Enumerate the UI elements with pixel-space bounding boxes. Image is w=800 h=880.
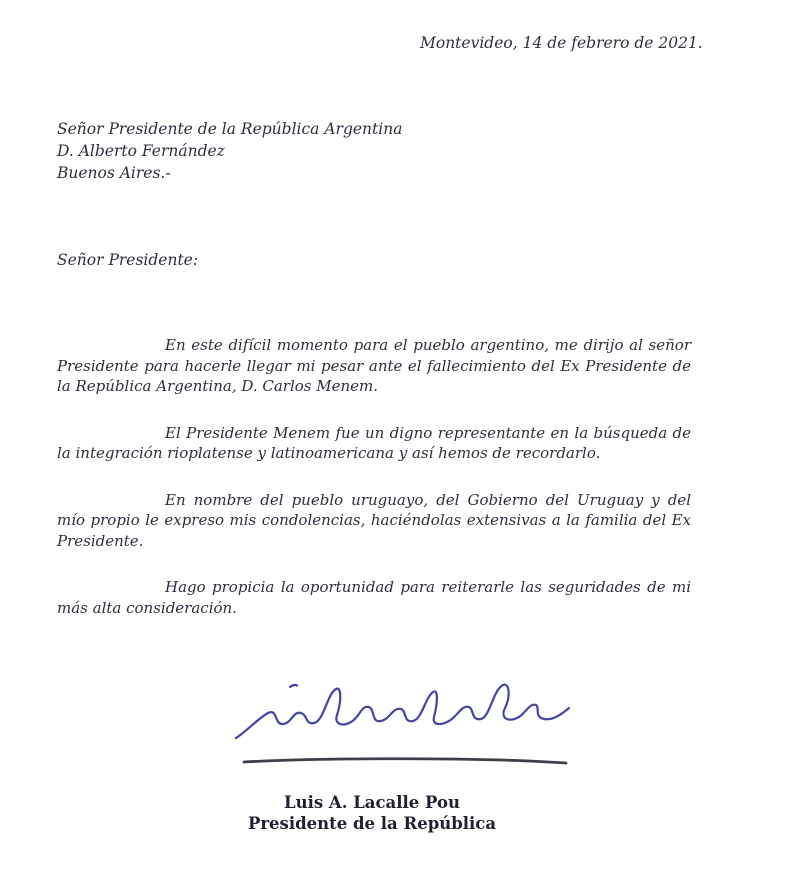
- signer-name: Luis A. Lacalle Pou: [284, 793, 460, 812]
- recipient-line-city: Buenos Aires.-: [57, 164, 171, 182]
- recipient-line-office: Señor Presidente de la República Argentina: [57, 120, 403, 138]
- paragraph-1: En este difícil momento para el pueblo argentino, me dirijo al señor Presidente para hacerle llegar mi pesar ante el fallecimiento del Ex Presidente de la República Argentina, D. Carlos Menem.: [57, 336, 691, 395]
- signer-title: Presidente de la República: [247, 814, 497, 833]
- signature-scribble: [236, 685, 569, 738]
- signature-dot: [290, 685, 297, 687]
- dateline: Montevideo, 14 de febrero de 2021.: [420, 34, 703, 52]
- salutation: Señor Presidente:: [57, 251, 199, 269]
- paragraph-3: En nombre del pueblo uruguayo, del Gobierno del Uruguay y del mío propio le expreso mis condolencias, haciéndolas extensivas a la familia del Ex Presidente.: [57, 490, 691, 550]
- recipient-block: [57, 118, 402, 184]
- paragraph-2: El Presidente Menem fue un digno representante en la búsqueda de la integración rioplatense y latinoamericana y así hemos de recordarlo.: [57, 423, 691, 462]
- signature-image: [228, 676, 573, 776]
- letter-body: [57, 335, 691, 644]
- signature-block: [232, 792, 512, 834]
- recipient-line-name: D. Alberto Fernández: [57, 142, 225, 160]
- paragraph-4: Hago propicia la oportunidad para reiterarle las seguridades de mi más alta consideración.: [57, 578, 691, 617]
- signature-underline: [244, 759, 566, 763]
